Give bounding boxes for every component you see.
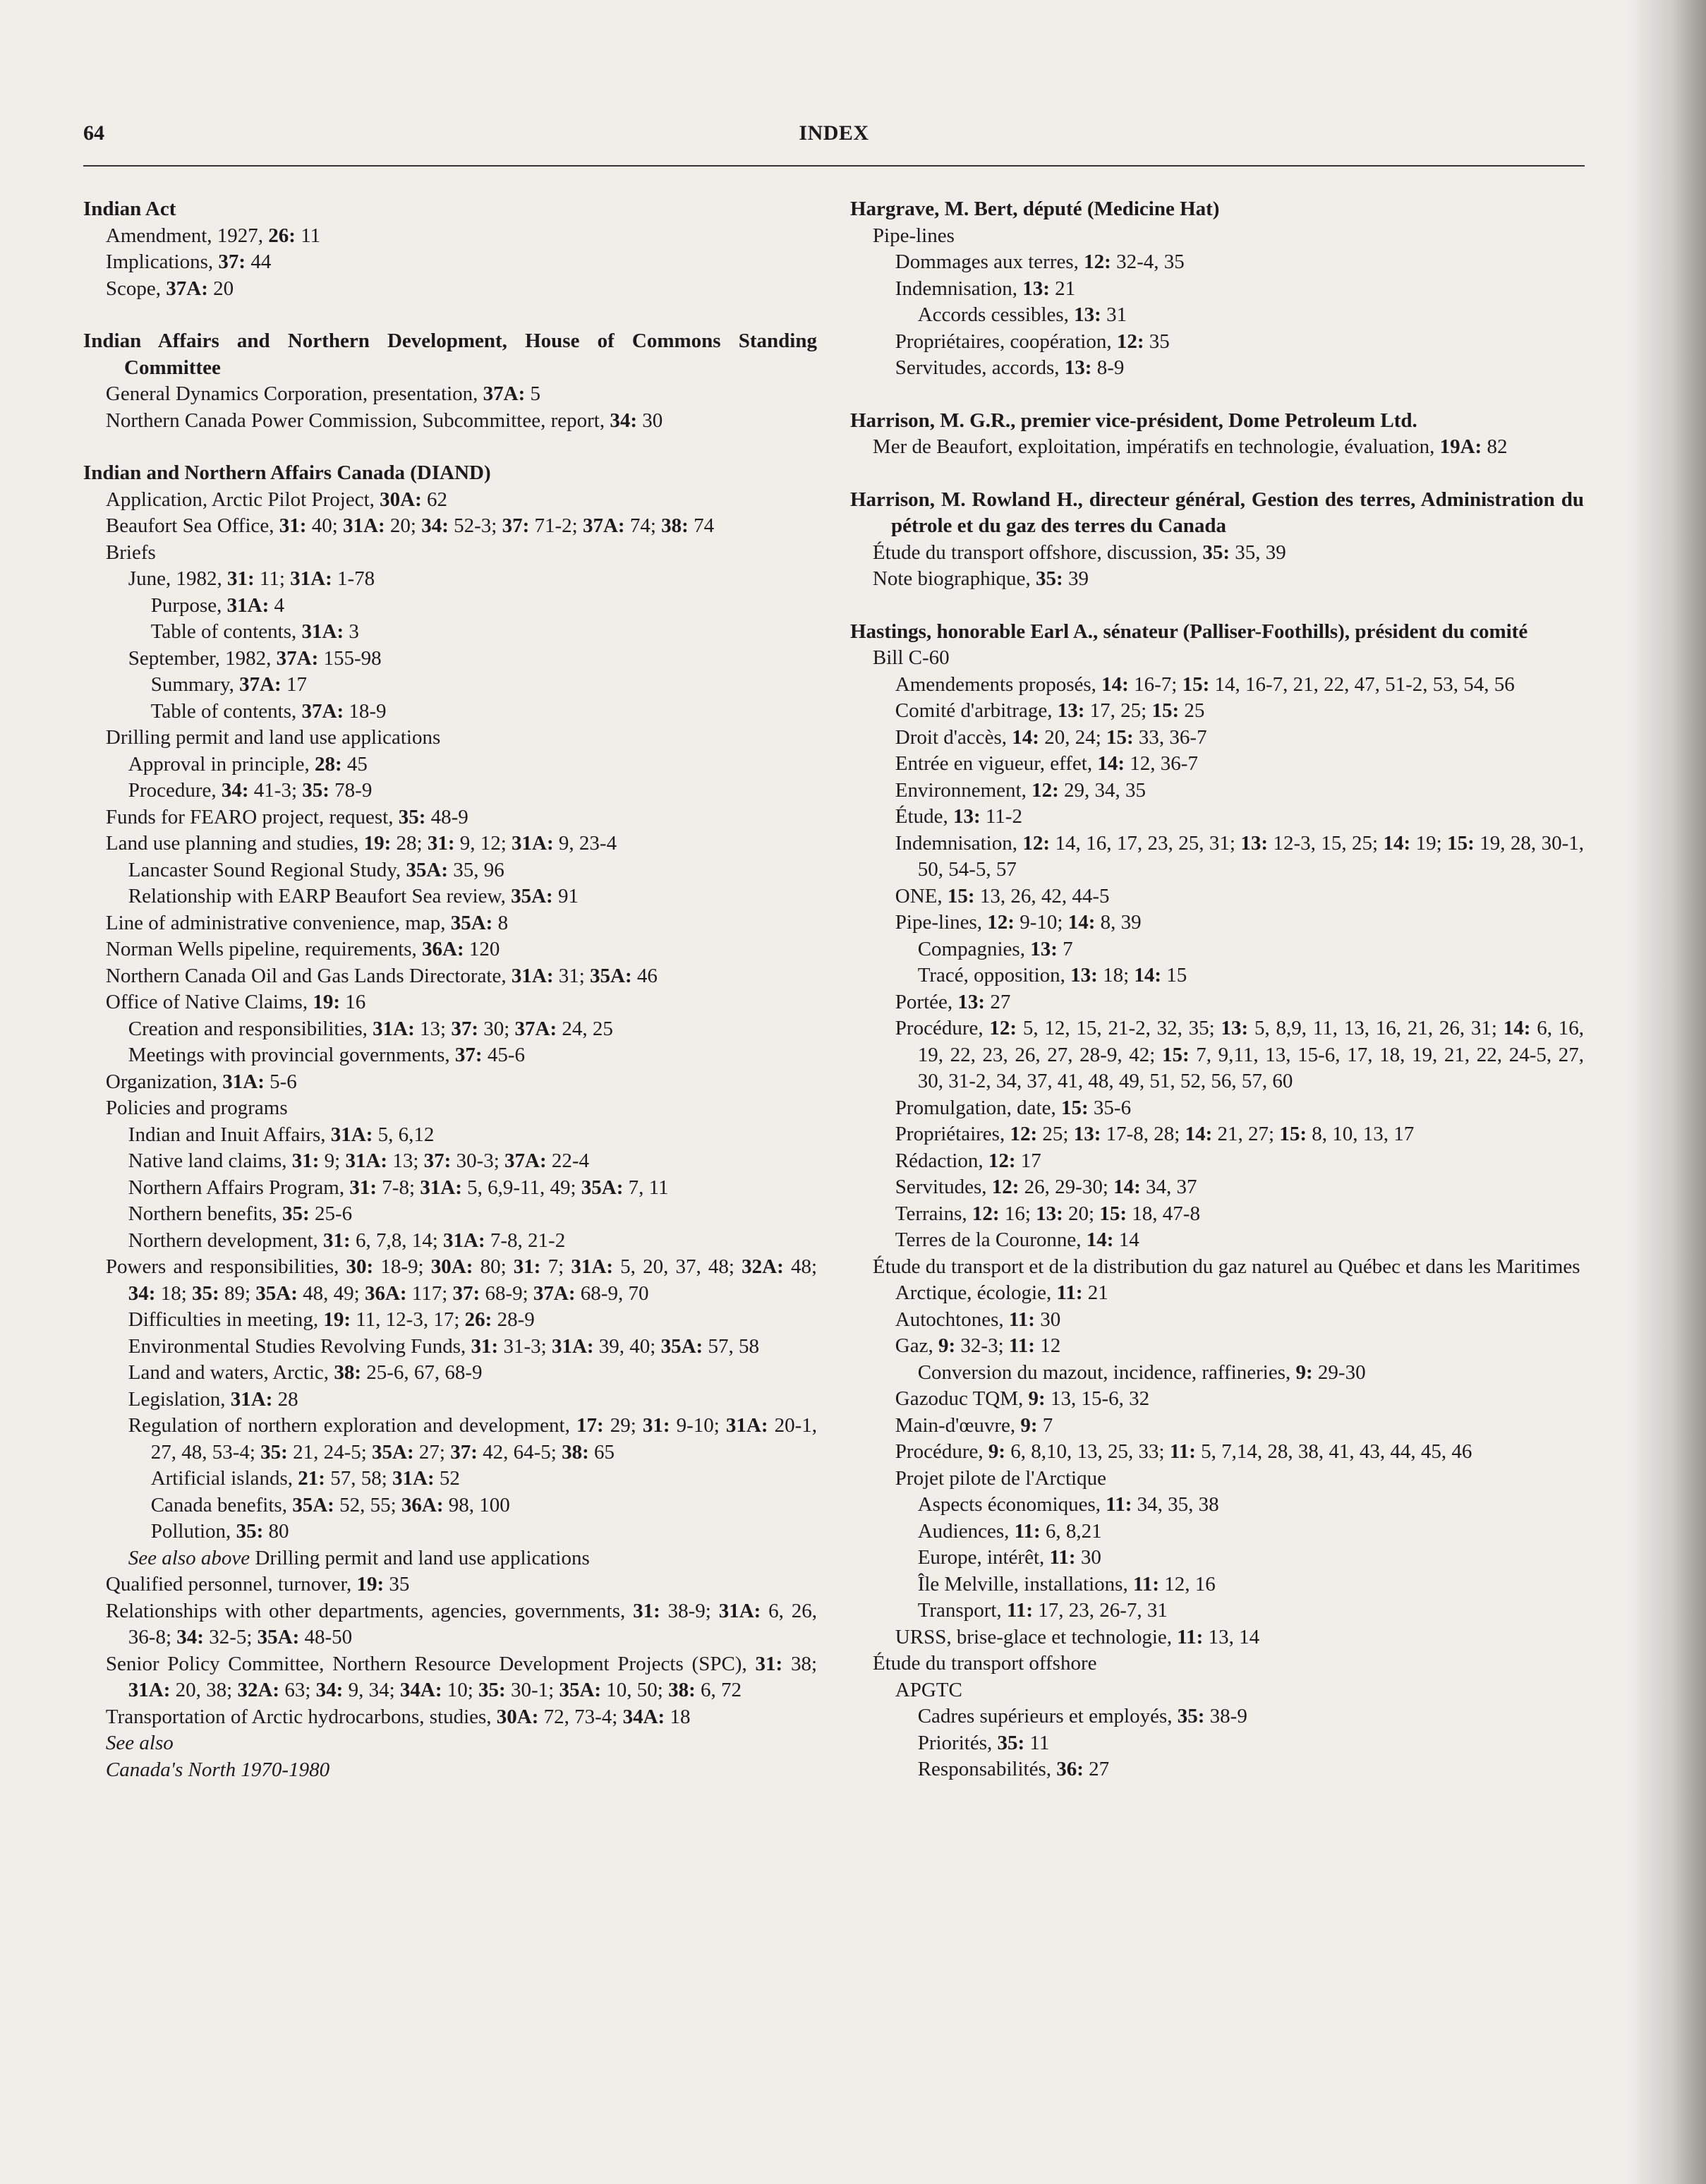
subentry-level-3: Aspects économiques, 11: 34, 35, 38	[917, 1493, 1219, 1516]
subentry-level-2: Indemnisation, 13: 21	[895, 277, 1076, 300]
subentry-level-1: Amendment, 1927, 26: 11	[105, 224, 321, 247]
index-entry	[83, 196, 817, 302]
subentry-level-2: June, 1982, 31: 11; 31A: 1-78	[128, 567, 375, 590]
subentry-level-3: Europe, intérêt, 11: 30	[917, 1546, 1101, 1569]
index-column-left	[83, 196, 817, 1809]
subentry-level-2: Environnement, 12: 29, 34, 35	[895, 778, 1147, 802]
subentry-level-2: Terrains, 12: 16; 13: 20; 15: 18, 47-8	[895, 1202, 1200, 1225]
subentry-level-1: Briefs	[105, 541, 156, 564]
subentry-level-3: Purpose, 31A: 4	[150, 593, 285, 617]
subentry-level-2: Legislation, 31A: 28	[128, 1387, 298, 1411]
subentry-level-2: Propriétaires, 12: 25; 13: 17-8, 28; 14: 21, 27; 15: 8, 10, 13, 17	[895, 1123, 1415, 1145]
subentry-level-3: Tracé, opposition, 13: 18; 14: 15	[917, 964, 1187, 987]
subentry-level-1: Relationships with other departments, agencies, governments, 31: 38-9; 31A: 6, 26, 36-8; 34: 32-5; 35A: 48-50	[105, 1599, 818, 1648]
index-entry	[850, 487, 1584, 593]
subentry-level-2: Procédure, 9: 6, 8,10, 13, 25, 33; 11: 5, 7,14, 28, 38, 41, 43, 44, 45, 46	[895, 1440, 1472, 1463]
index-entry	[850, 408, 1584, 461]
subentry-level-1: Office of Native Claims, 19: 16	[105, 991, 366, 1013]
subentry-level-2: Regulation of northern exploration and development, 17: 29; 31: 9-10; 31A: 20-1, 27, 48, 53-4; 35: 21, 24-5; 35A: 27; 37: 42, 64-5; 38: 65	[128, 1414, 818, 1464]
subentry-level-2: Difficulties in meeting, 19: 11, 12-3, 17; 26: 28-9	[128, 1308, 535, 1331]
index-entry	[83, 328, 817, 434]
subentry-level-1: Scope, 37A: 20	[105, 277, 234, 300]
subentry-level-1: Senior Policy Committee, Northern Resource Development Projects (SPC), 31: 38; 31A: 20, 38; 32A: 63; 34: 9, 34; 34A: 10; 35: 30-1; 35A: 10, 50; 38: 6, 72	[105, 1652, 818, 1701]
subentry-level-1: Étude du transport offshore, discussion, 35: 35, 39	[872, 541, 1286, 564]
header-rule	[83, 165, 1585, 167]
subentry-level-3: Canada benefits, 35A: 52, 55; 36A: 98, 100	[150, 1493, 510, 1516]
subentry-level-2: Terres de la Couronne, 14: 14	[895, 1229, 1139, 1251]
subentry-level-1: Policies and programs	[105, 1097, 288, 1119]
page-number: 64	[83, 121, 104, 145]
subentry-level-1: Mer de Beaufort, exploitation, impératifs en technologie, évaluation, 19A: 82	[872, 435, 1508, 458]
subentry-level-2: Northern development, 31: 6, 7,8, 14; 31A: 7-8, 21-2	[128, 1229, 566, 1252]
entry-heading: Indian Act	[83, 198, 176, 220]
subentry-level-2: Pipe-lines, 12: 9-10; 14: 8, 39	[895, 911, 1142, 934]
subentry-level-1: Étude du transport et de la distribution du gaz naturel au Québec et dans les Maritimes	[872, 1255, 1580, 1278]
subentry-level-1: Note biographique, 35: 39	[872, 567, 1089, 590]
subentry-level-2: URSS, brise-glace et technologie, 11: 13, 14	[895, 1625, 1260, 1648]
subentry-level-2: See also above Drilling permit and land use applications	[128, 1546, 590, 1569]
subentry-level-1: Étude du transport offshore	[872, 1652, 1097, 1675]
running-head: INDEX	[799, 121, 869, 145]
subentry-level-2: Creation and responsibilities, 31A: 13; 37: 30; 37A: 24, 25	[128, 1017, 613, 1040]
subentry-level-2: Northern benefits, 35: 25-6	[128, 1202, 353, 1225]
subentry-level-2: Amendements proposés, 14: 16-7; 15: 14, 16-7, 21, 22, 47, 51-2, 53, 54, 56	[895, 672, 1515, 696]
subentry-level-2: Promulgation, date, 15: 35-6	[895, 1096, 1132, 1119]
subentry-level-1: Funds for FEARO project, request, 35: 48-9	[105, 805, 468, 828]
subentry-level-2: Dommages aux terres, 12: 32-4, 35	[895, 251, 1185, 273]
subentry-level-2: APGTC	[895, 1678, 962, 1701]
subentry-level-3: Artificial islands, 21: 57, 58; 31A: 52	[150, 1467, 460, 1490]
subentry-level-1: General Dynamics Corporation, presentation, 37A: 5	[105, 382, 540, 405]
subentry-level-2: ONE, 15: 13, 26, 42, 44-5	[895, 884, 1110, 907]
page-binding-shadow	[1628, 0, 1706, 2184]
subentry-level-1: Powers and responsibilities, 30: 18-9; 30A: 80; 31: 7; 31A: 5, 20, 37, 48; 32A: 48; 34: 18; 35: 89; 35A: 48, 49; 36A: 117; 37: 68-9; 37A: 68-9, 70	[105, 1255, 817, 1305]
subentry-level-2: Portée, 13: 27	[895, 990, 1011, 1013]
index-entry	[850, 196, 1584, 382]
subentry-level-2: Indemnisation, 12: 14, 16, 17, 23, 25, 31; 13: 12-3, 15, 25; 14: 19; 15: 19, 28, 30-1, 50, 54-5, 57	[895, 831, 1584, 881]
subentry-level-3: Table of contents, 37A: 18-9	[150, 699, 387, 723]
subentry-level-1: Northern Canada Power Commission, Subcommittee, report, 34: 30	[105, 409, 663, 432]
subentry-level-1: Organization, 31A: 5-6	[105, 1070, 297, 1093]
index-entry	[83, 460, 817, 1783]
subentry-level-3: Conversion du mazout, incidence, raffineries, 9: 29-30	[917, 1361, 1366, 1384]
entry-heading: Harrison, M. Rowland H., directeur général, Gestion des terres, Administration du pétrole et du gaz des terres du Canada	[850, 488, 1584, 537]
subentry-level-1: Application, Arctic Pilot Project, 30A: 62	[105, 488, 447, 511]
subentry-level-2: Étude, 13: 11-2	[895, 805, 1022, 828]
subentry-level-1: Northern Canada Oil and Gas Lands Directorate, 31A: 31; 35A: 46	[105, 964, 658, 987]
entry-heading: Indian and Northern Affairs Canada (DIAND)	[83, 461, 491, 484]
subentry-level-2: Indian and Inuit Affairs, 31A: 5, 6,12	[128, 1123, 435, 1146]
subentry-level-2: Gaz, 9: 32-3; 11: 12	[895, 1334, 1061, 1357]
subentry-level-2: Servitudes, 12: 26, 29-30; 14: 34, 37	[895, 1176, 1197, 1198]
subentry-level-1: Canada's North 1970-1980	[105, 1758, 330, 1781]
subentry-level-3: Responsabilités, 36: 27	[917, 1758, 1110, 1780]
subentry-level-3: Compagnies, 13: 7	[917, 937, 1073, 960]
subentry-level-3: Priorités, 35: 11	[917, 1731, 1050, 1754]
index-entry	[850, 619, 1584, 1783]
subentry-level-3: Île Melville, installations, 11: 12, 16	[917, 1572, 1216, 1595]
subentry-level-2: Approval in principle, 28: 45	[128, 752, 368, 776]
subentry-level-1: Pipe-lines	[872, 224, 955, 247]
subentry-level-1: Line of administrative convenience, map, 35A: 8	[105, 911, 509, 934]
subentry-level-2: Lancaster Sound Regional Study, 35A: 35, 96	[128, 858, 504, 881]
entry-heading: Hargrave, M. Bert, député (Medicine Hat)	[850, 198, 1220, 220]
subentry-level-2: Environmental Studies Revolving Funds, 31: 31-3; 31A: 39, 40; 35A: 57, 58	[128, 1334, 759, 1358]
page-header	[83, 121, 1585, 155]
subentry-level-1: Beaufort Sea Office, 31: 40; 31A: 20; 34: 52-3; 37: 71-2; 37A: 74; 38: 74	[105, 514, 715, 537]
subentry-level-2: Procédure, 12: 5, 12, 15, 21-2, 32, 35; 13: 5, 8,9, 11, 13, 16, 21, 26, 31; 14: 6, 16, 19, 22, 23, 26, 27, 28-9, 42; 15: 7, 9,11, 13, 15-6, 17, 18, 19, 21, 22, 24-5, 27, 30, 31-2, 34, 37, 41, 48, 49, 51, 52, 56, 57, 60	[895, 1017, 1585, 1092]
subentry-level-1: Drilling permit and land use applications	[105, 726, 441, 749]
subentry-level-1: Qualified personnel, turnover, 19: 35	[105, 1573, 410, 1595]
subentry-level-1: See also	[105, 1732, 174, 1754]
subentry-level-1: Norman Wells pipeline, requirements, 36A: 120	[105, 938, 500, 960]
subentry-level-2: Projet pilote de l'Arctique	[895, 1466, 1106, 1490]
subentry-level-2: Droit d'accès, 14: 20, 24; 15: 33, 36-7	[895, 725, 1207, 749]
entry-heading: Harrison, M. G.R., premier vice-président, Dome Petroleum Ltd.	[850, 409, 1417, 432]
subentry-level-2: Procedure, 34: 41-3; 35: 78-9	[128, 779, 373, 802]
subentry-level-2: Northern Affairs Program, 31: 7-8; 31A: 5, 6,9-11, 49; 35A: 7, 11	[128, 1176, 669, 1199]
subentry-level-2: Comité d'arbitrage, 13: 17, 25; 15: 25	[895, 699, 1205, 722]
subentry-level-1: Land use planning and studies, 19: 28; 31: 9, 12; 31A: 9, 23-4	[105, 832, 617, 855]
subentry-level-2: September, 1982, 37A: 155-98	[128, 646, 382, 670]
subentry-level-3: Cadres supérieurs et employés, 35: 38-9	[917, 1705, 1247, 1727]
subentry-level-1: Implications, 37: 44	[105, 251, 272, 273]
subentry-level-2: Propriétaires, coopération, 12: 35	[895, 330, 1170, 353]
subentry-level-3: Accords cessibles, 13: 31	[917, 303, 1127, 326]
subentry-level-2: Autochtones, 11: 30	[895, 1308, 1061, 1331]
entry-heading: Indian Affairs and Northern Development, House of Commons Standing Committee	[83, 330, 817, 379]
subentry-level-2: Relationship with EARP Beaufort Sea review, 35A: 91	[128, 885, 579, 907]
subentry-level-3: Audiences, 11: 6, 8,21	[917, 1519, 1102, 1543]
subentry-level-2: Gazoduc TQM, 9: 13, 15-6, 32	[895, 1387, 1150, 1410]
subentry-level-2: Entrée en vigueur, effet, 14: 12, 36-7	[895, 752, 1198, 775]
subentry-level-2: Native land claims, 31: 9; 31A: 13; 37: 30-3; 37A: 22-4	[128, 1150, 590, 1172]
index-column-right	[850, 196, 1584, 1809]
subentry-level-2: Main-d'œuvre, 9: 7	[895, 1413, 1053, 1437]
subentry-level-1: Bill C-60	[872, 646, 950, 669]
subentry-level-3: Table of contents, 31A: 3	[150, 620, 359, 643]
subentry-level-3: Pollution, 35: 80	[150, 1520, 289, 1543]
subentry-level-2: Arctique, écologie, 11: 21	[895, 1281, 1108, 1304]
subentry-level-3: Summary, 37A: 17	[150, 673, 307, 696]
subentry-level-3: Transport, 11: 17, 23, 26-7, 31	[917, 1599, 1168, 1622]
subentry-level-2: Rédaction, 12: 17	[895, 1149, 1041, 1172]
subentry-level-2: Meetings with provincial governments, 37: 45-6	[128, 1044, 525, 1066]
subentry-level-1: Transportation of Arctic hydrocarbons, studies, 30A: 72, 73-4; 34A: 18	[105, 1705, 691, 1728]
subentry-level-2: Land and waters, Arctic, 38: 25-6, 67, 68-9	[128, 1361, 483, 1384]
entry-heading: Hastings, honorable Earl A., sénateur (Palliser-Foothills), président du comité	[850, 620, 1528, 643]
subentry-level-2: Servitudes, accords, 13: 8-9	[895, 356, 1125, 379]
